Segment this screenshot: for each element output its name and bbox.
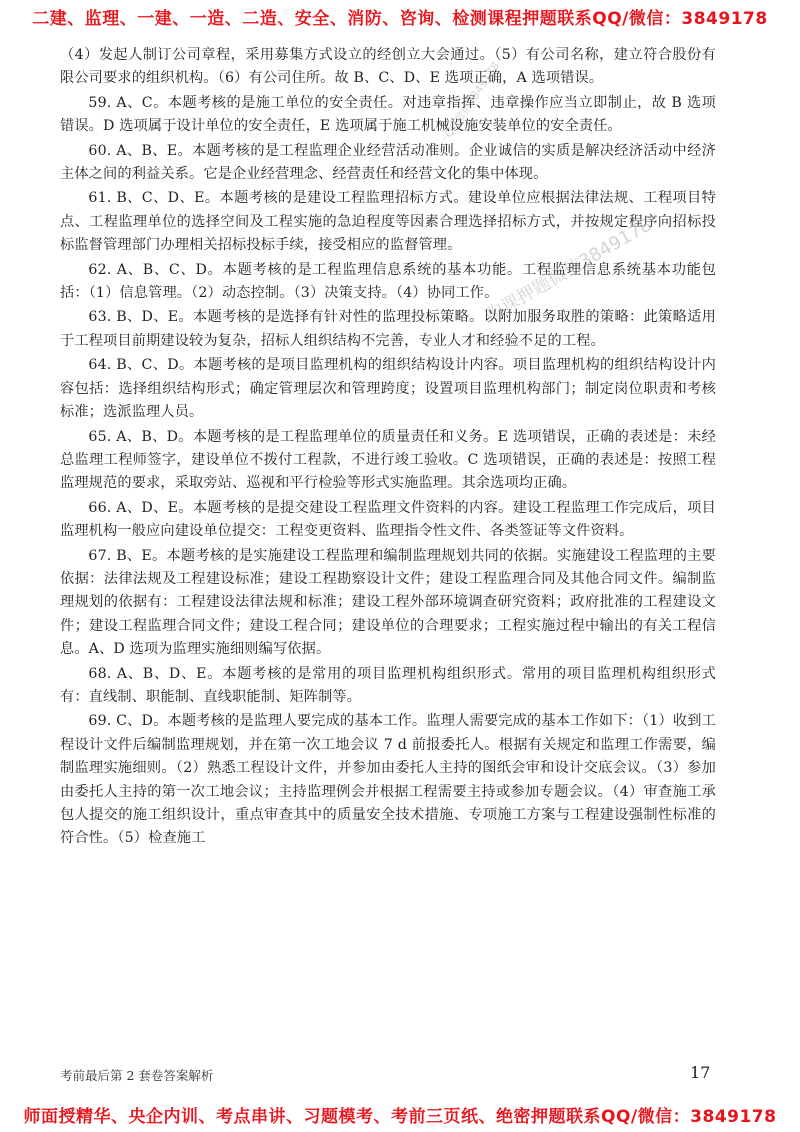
watermark: 购课押题微信3849178 [482,214,656,327]
paragraph: 62. A、B、C、D。本题考核的是工程监理信息系统的基本功能。工程监理信息系统基本功能包括：（1）信息管理。（2）动态控制。（3）决策支持。（4）协同工作。 [60,261,716,302]
answer-content [60,44,716,852]
paragraph: 64. B、C、D。本题考核的是项目监理机构的组织结构设计内容。项目监理机构的组织结构设计内容包括：选择组织结构形式；确定管理层次和管理跨度；设置项目监理机构部门；制定岗位职责和考核标准；选派监理人员。 [60,357,716,421]
paragraph: 59. A、C。本题考核的是施工单位的安全责任。对违章指挥、违章操作应当立即制止，故 B 选项错误。D 选项属于设计单位的安全责任，E 选项属于施工机械设施安装单位的安全责任。 [60,94,716,135]
watermark: 唯一QQ微信3849178 [429,59,503,159]
paragraph: 68. A、B、D、E。本题考核的是常用的项目监理机构组织形式。常用的项目监理机构组织形式有：直线制、职能制、直线职能制、矩阵制等。 [60,665,716,705]
paragraph: 60. A、B、E。本题考核的是工程监理企业经营活动准则。企业诚信的实质是解决经济活动中经济主体之间的利益关系。它是企业经营理念、经营责任和经营文化的集中体现。 [60,142,716,183]
paragraph: 69. C、D。本题考核的是监理人要完成的基本工作。监理人需要完成的基本工作如下：（1）收到工程设计文件后编制监理规划，并在第一次工地会议 7 d 前报委托人。根据有关规定和监理工作需要，编制监理实施细则。（2）熟悉工程设计文件，并参加由委托人主持的图纸会审和设计交底会议。（3）参加由委托人主持的第一次工地会议；主持监理例会并根据工程需要主持或参加专题会议。（4）审查施工承包人提交的施工组织设计，重点审查其中的质量安全技术措施、专项施工方案与工程建设强制性标准的符合性。（5）检查施工 [60,713,716,847]
page-number: 17 [690,1063,711,1082]
bottom-banner: 师面授精华、央企内训、考点串讲、习题模考、考前三页纸、绝密押题联系QQ/微信：3849178 [23,1107,777,1127]
paragraph: 67. B、E。本题考核的是实施建设工程监理和编制监理规划共同的依据。实施建设工程监理的主要依据：法律法规及工程建设标准；建设工程勘察设计文件；建设工程监理合同及其他合同文件。编制监理规划的依据有：工程建设法律法规和标准；建设工程外部环境调查研究资料；政府批准的工程建设文件；建设工程监理合同文件；建设工程合同；建设单位的合理要求；工程实施过程中输出的有关工程信息。A、D 选项为监理实施细则编写依据。 [60,547,716,658]
footer-title: 考前最后第 2 套卷答案解析 [60,1068,214,1083]
paragraph: 65. A、B、D。本题考核的是工程监理单位的质量责任和义务。E 选项错误，正确的表述是：未经总监理工程师签字，建设单位不拨付工程款，不进行竣工验收。C 选项错误，正确的表述是：按照工程监理规范的要求，采取旁站、巡视和平行检验等形式实施监理。其余选项均正确。 [60,428,716,492]
paragraph: （4）发起人制订公司章程，采用募集方式设立的经创立大会通过。（5）有公司名称，建立符合股份有限公司要求的组织机构。（6）有公司住所。故 B、C、D、E 选项正确，A 选项错误。 [60,47,716,87]
paragraph: 66. A、D、E。本题考核的是提交建设工程监理文件资料的内容。建设工程监理工作完成后，项目监理机构一般应向建设单位提交：工程变更资料、监理指令性文件、各类签证等文件资料。 [60,499,716,540]
top-banner: 二建、监理、一建、一造、二造、安全、消防、咨询、检测课程押题联系QQ/微信：3849178 [32,9,768,29]
paragraph: 61. B、C、D、E。本题考核的是建设工程监理招标方式。建设单位应根据法律法规、工程项目特点、工程监理单位的选择空间及工程实施的急迫程度等因素合理选择招标方式，并按规定程序向招标投标监督管理部门办理相关招标投标手续，接受相应的监督管理。 [60,190,716,254]
paragraph: 63. B、D、E。本题考核的是选择有针对性的监理投标策略。以附加服务取胜的策略：此策略适用于工程项目前期建设较为复杂，招标人组织结构不完善，专业人才和经验不足的工程。 [60,309,716,349]
